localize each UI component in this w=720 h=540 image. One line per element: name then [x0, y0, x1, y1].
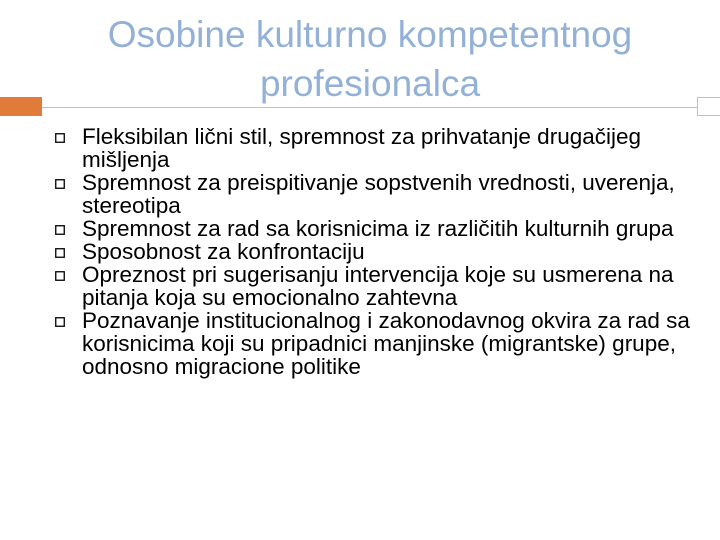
bullet-text: Spremnost za preispitivanje sopstvenih vrednosti, uverenja, stereotipa — [82, 170, 675, 218]
accent-block-right — [697, 97, 720, 116]
bullet-item — [55, 125, 695, 171]
square-outline-bullet-icon — [55, 133, 65, 143]
title-divider — [0, 107, 720, 108]
bullet-list — [55, 125, 695, 378]
slide-title: Osobine kulturno kompetentnog profesionalca — [107, 14, 633, 104]
bullet-text: Fleksibilan lični stil, spremnost za prihvatanje drugačijeg mišljenja — [82, 124, 642, 172]
square-outline-bullet-icon — [55, 248, 65, 258]
bullet-text: Spremnost za rad sa korisnicima iz različitih kulturnih grupa — [82, 216, 674, 241]
bullet-text: Sposobnost za konfrontaciju — [82, 239, 365, 264]
bullet-item — [55, 217, 695, 240]
bullet-item — [55, 171, 695, 217]
bullet-item — [55, 240, 695, 263]
bullet-item — [55, 309, 695, 378]
square-outline-bullet-icon — [55, 225, 65, 235]
bullet-item — [55, 263, 695, 309]
bullet-text: Opreznost pri sugerisanju intervencija koje su usmerena na pitanja koja su emocionalno zahtevna — [82, 262, 674, 310]
bullet-text: Poznavanje institucionalnog i zakonodavnog okvira za rad sa korisnicima koji su pripadnici manjinske (migrantske) grupe, odnosno migracione politike — [82, 308, 690, 379]
accent-block-left — [0, 97, 42, 116]
square-outline-bullet-icon — [55, 179, 65, 189]
square-outline-bullet-icon — [55, 271, 65, 281]
square-outline-bullet-icon — [55, 317, 65, 327]
